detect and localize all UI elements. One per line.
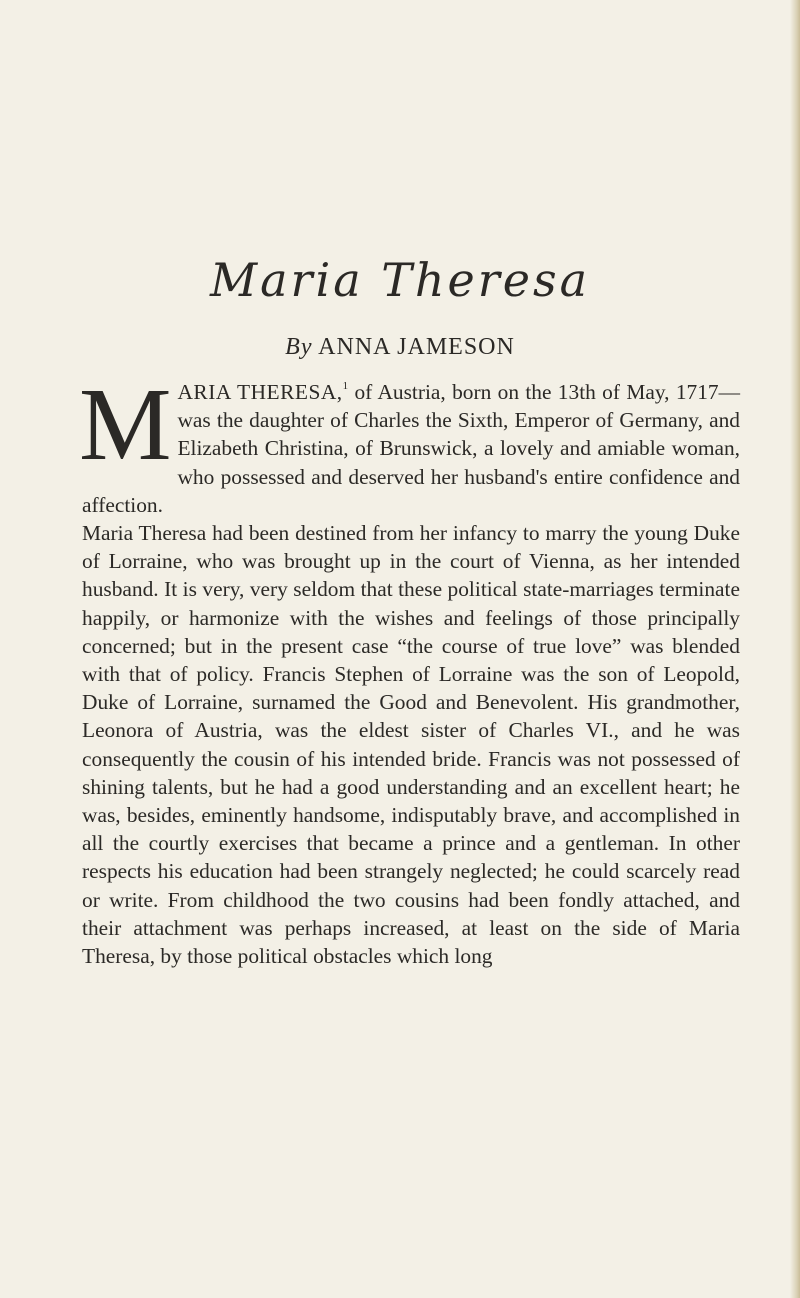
byline-prefix: By (285, 334, 313, 360)
chapter-title: Maria Theresa (209, 253, 591, 307)
paragraph-1 (79, 367, 740, 519)
paragraph-2: Maria Theresa had been destined from her infancy to marry the young Duke of Lorraine, who was brought up in the court of Vienna, as her intended husband. It is very, very seldom that these political state-marriages terminate happily, or harmonize with the wishes and feelings of those principally concerned; but in the present case “the course of true love” was blended with that of policy. Francis Stephen of Lorraine was the son of Leopold, Duke of Lorraine, surnamed the Good and Benevolent. His grandmother, Leonora of Austria, was the eldest sister of Charles VI., and he was consequently the cousin of his intended bride. Francis was not possessed of shining talents, but he had a good understanding and an excellent heart; he was, besides, eminently handsome, indisputably brave, and accomplished in all the courtly exercises that became a prince and a gentleman. In other respects his education had been strangely neglected; he could scarcely read or write. From childhood the two cousins had been fondly attached, and their attachment was perhaps increased, at least on the side of Maria Theresa, by those political obstacles which long (82, 521, 740, 969)
drop-cap: M (79, 367, 170, 482)
body-text (79, 367, 740, 970)
page-edge (790, 0, 800, 1298)
paragraph-1-text: of Austria, born on the 13th of May, 1717—was the daughter of Charles the Sixth, Emperor of Germany, and Elizabeth Christina, of Brunswick, a lovely and amiable woman, who possessed and deserved her husband's entire confidence and affection. (82, 380, 740, 517)
opening-words: ARIA THERESA, (177, 380, 343, 404)
byline (0, 332, 800, 362)
byline-author: ANNA JAMESON (318, 334, 515, 360)
footnote-marker: 1 (342, 380, 349, 392)
